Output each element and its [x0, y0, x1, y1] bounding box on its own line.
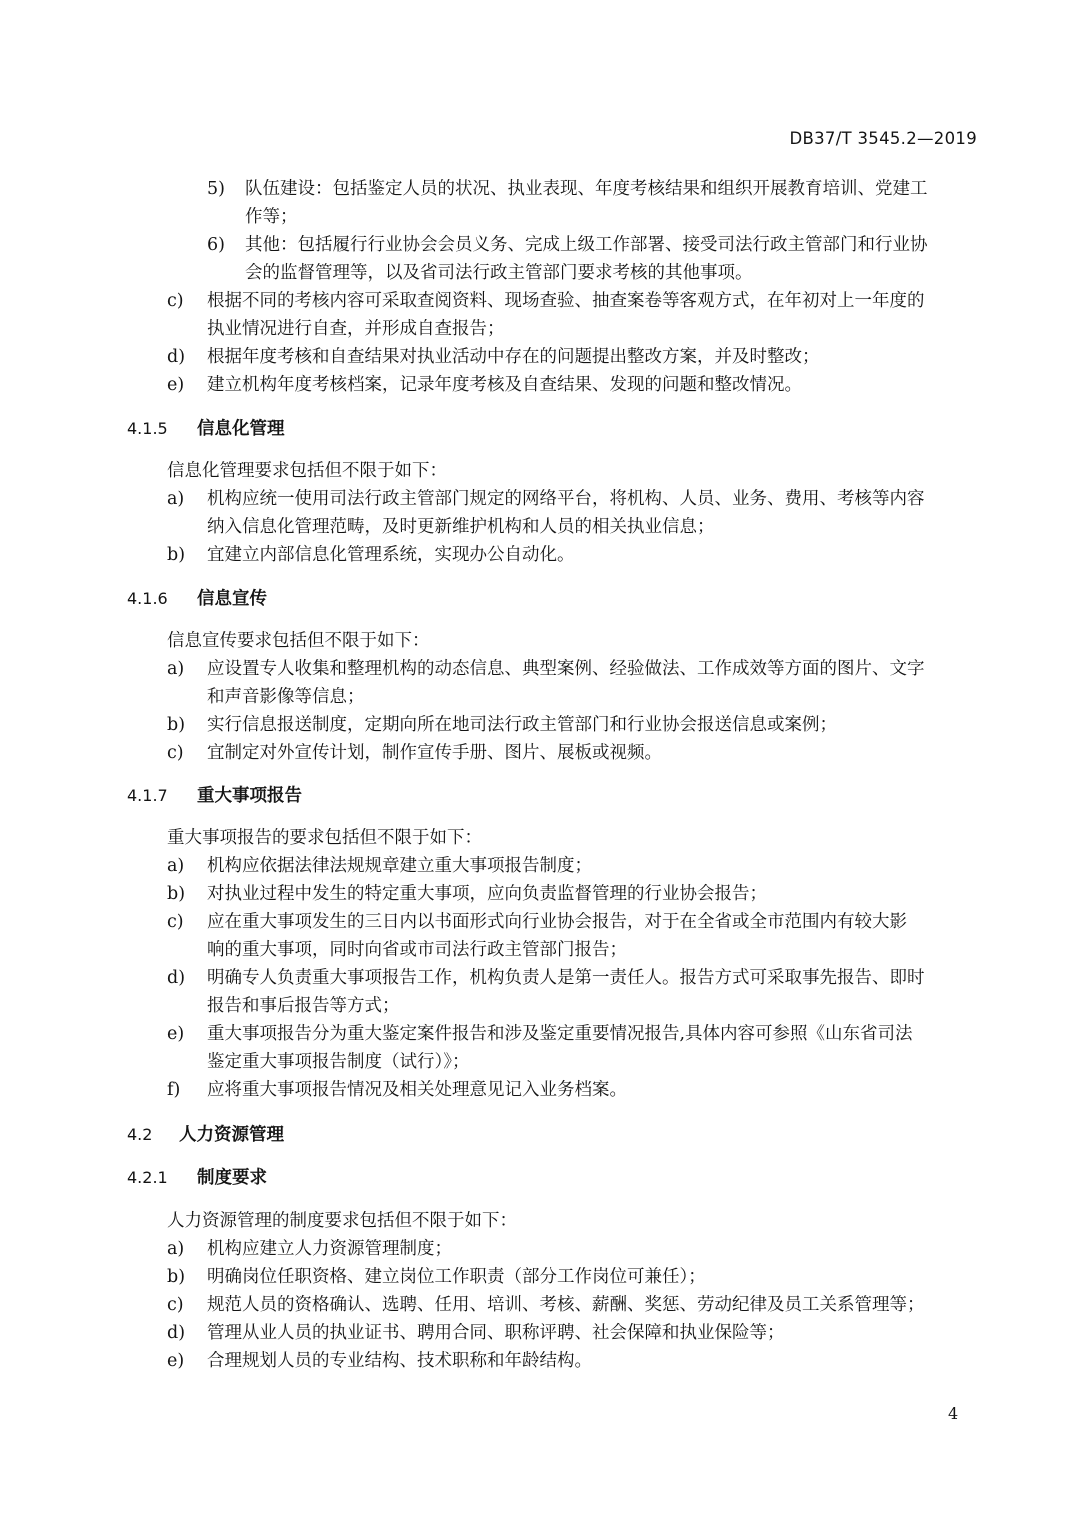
line-text: 明确岗位任职资格、建立岗位工作职责（部分工作岗位可兼任）；	[207, 1267, 706, 1287]
list-marker: a)	[167, 659, 185, 679]
list-marker: b)	[167, 545, 186, 565]
line-text: 重大事项报告分为重大鉴定案件报告和涉及鉴定重要情况报告,具体内容可参照《山东省司法	[207, 1024, 913, 1044]
list-marker: c)	[167, 912, 184, 932]
list-marker: b)	[167, 884, 186, 904]
list-marker: b)	[167, 715, 186, 735]
list-marker: c)	[167, 291, 184, 311]
line-text: 会的监督管理等，以及省司法行政主管部门要求考核的其他事项。	[245, 263, 753, 283]
line-text: 合理规划人员的专业结构、技术职称和年龄结构。	[207, 1351, 592, 1371]
section-number: 4.2	[127, 1125, 153, 1144]
list-marker: a)	[167, 489, 185, 509]
line-text: 人力资源管理的制度要求包括但不限于如下：	[167, 1211, 517, 1231]
list-marker: 6)	[207, 235, 225, 255]
doc-code: DB37/T 3545.2—2019	[789, 129, 977, 148]
list-marker: f)	[167, 1080, 181, 1100]
line-text: 重大事项报告的要求包括但不限于如下：	[167, 828, 482, 848]
line-text: 和声音影像等信息；	[207, 687, 365, 707]
section-title: 人力资源管理	[179, 1125, 284, 1145]
list-marker: a)	[167, 1239, 185, 1259]
section-title: 信息宣传	[197, 589, 267, 609]
line-text: 根据不同的考核内容可采取查阅资料、现场查验、抽查案卷等客观方式，在年初对上一年度的	[207, 291, 925, 311]
line-text: 信息化管理要求包括但不限于如下：	[167, 461, 447, 481]
list-marker: 5)	[207, 179, 225, 199]
list-marker: e)	[167, 1024, 185, 1044]
line-text: 机构应建立人力资源管理制度；	[207, 1239, 452, 1259]
line-text: 鉴定重大事项报告制度（试行）》；	[207, 1052, 470, 1072]
list-marker: b)	[167, 1267, 186, 1287]
line-text: 对执业过程中发生的特定重大事项，应向负责监督管理的行业协会报告；	[207, 884, 767, 904]
line-text: 机构应依据法律法规规章建立重大事项报告制度；	[207, 856, 592, 876]
line-text: 宜制定对外宣传计划，制作宣传手册、图片、展板或视频。	[207, 743, 662, 763]
line-text: 应在重大事项发生的三日内以书面形式向行业协会报告，对于在全省或全市范围内有较大影	[207, 912, 907, 932]
line-text: 应设置专人收集和整理机构的动态信息、典型案例、经验做法、工作成效等方面的图片、文字	[207, 659, 925, 679]
line-text: 宜建立内部信息化管理系统，实现办公自动化。	[207, 545, 575, 565]
section-title: 重大事项报告	[197, 786, 302, 806]
line-text: 纳入信息化管理范畴，及时更新维护机构和人员的相关执业信息；	[207, 517, 715, 537]
list-marker: d)	[167, 1323, 186, 1343]
section-number: 4.1.5	[127, 419, 168, 438]
section-number: 4.1.6	[127, 589, 168, 608]
section-number: 4.2.1	[127, 1168, 168, 1187]
line-text: 管理从业人员的执业证书、聘用合同、职称评聘、社会保障和执业保险等；	[207, 1323, 785, 1343]
list-marker: d)	[167, 968, 186, 988]
line-text: 其他：包括履行行业协会会员义务、完成上级工作部署、接受司法行政主管部门和行业协	[245, 235, 928, 255]
line-text: 根据年度考核和自查结果对执业活动中存在的问题提出整改方案，并及时整改；	[207, 347, 820, 367]
list-marker: d)	[167, 347, 186, 367]
line-text: 作等；	[245, 207, 298, 227]
list-marker: c)	[167, 1295, 184, 1315]
line-text: 建立机构年度考核档案，记录年度考核及自查结果、发现的问题和整改情况。	[207, 375, 802, 395]
line-text: 规范人员的资格确认、选聘、任用、培训、考核、薪酬、奖惩、劳动纪律及员工关系管理等；	[207, 1295, 925, 1315]
section-number: 4.1.7	[127, 786, 168, 805]
line-text: 实行信息报送制度，定期向所在地司法行政主管部门和行业协会报送信息或案例；	[207, 715, 837, 735]
line-text: 信息宣传要求包括但不限于如下：	[167, 631, 430, 651]
list-marker: a)	[167, 856, 185, 876]
line-text: 应将重大事项报告情况及相关处理意见记入业务档案。	[207, 1080, 627, 1100]
line-text: 机构应统一使用司法行政主管部门规定的网络平台，将机构、人员、业务、费用、考核等内容	[207, 489, 925, 509]
section-title: 信息化管理	[197, 419, 285, 439]
list-marker: c)	[167, 743, 184, 763]
section-title: 制度要求	[197, 1168, 267, 1188]
line-text: 明确专人负责重大事项报告工作，机构负责人是第一责任人。报告方式可采取事先报告、即时	[207, 968, 925, 988]
line-text: 队伍建设：包括鉴定人员的状况、执业表现、年度考核结果和组织开展教育培训、党建工	[245, 179, 928, 199]
list-marker: e)	[167, 1351, 185, 1371]
line-text: 响的重大事项，同时向省或市司法行政主管部门报告；	[207, 940, 627, 960]
line-text: 执业情况进行自查，并形成自查报告；	[207, 319, 505, 339]
line-text: 报告和事后报告等方式；	[207, 996, 400, 1016]
list-marker: e)	[167, 375, 185, 395]
page-number: 4	[948, 1404, 959, 1423]
